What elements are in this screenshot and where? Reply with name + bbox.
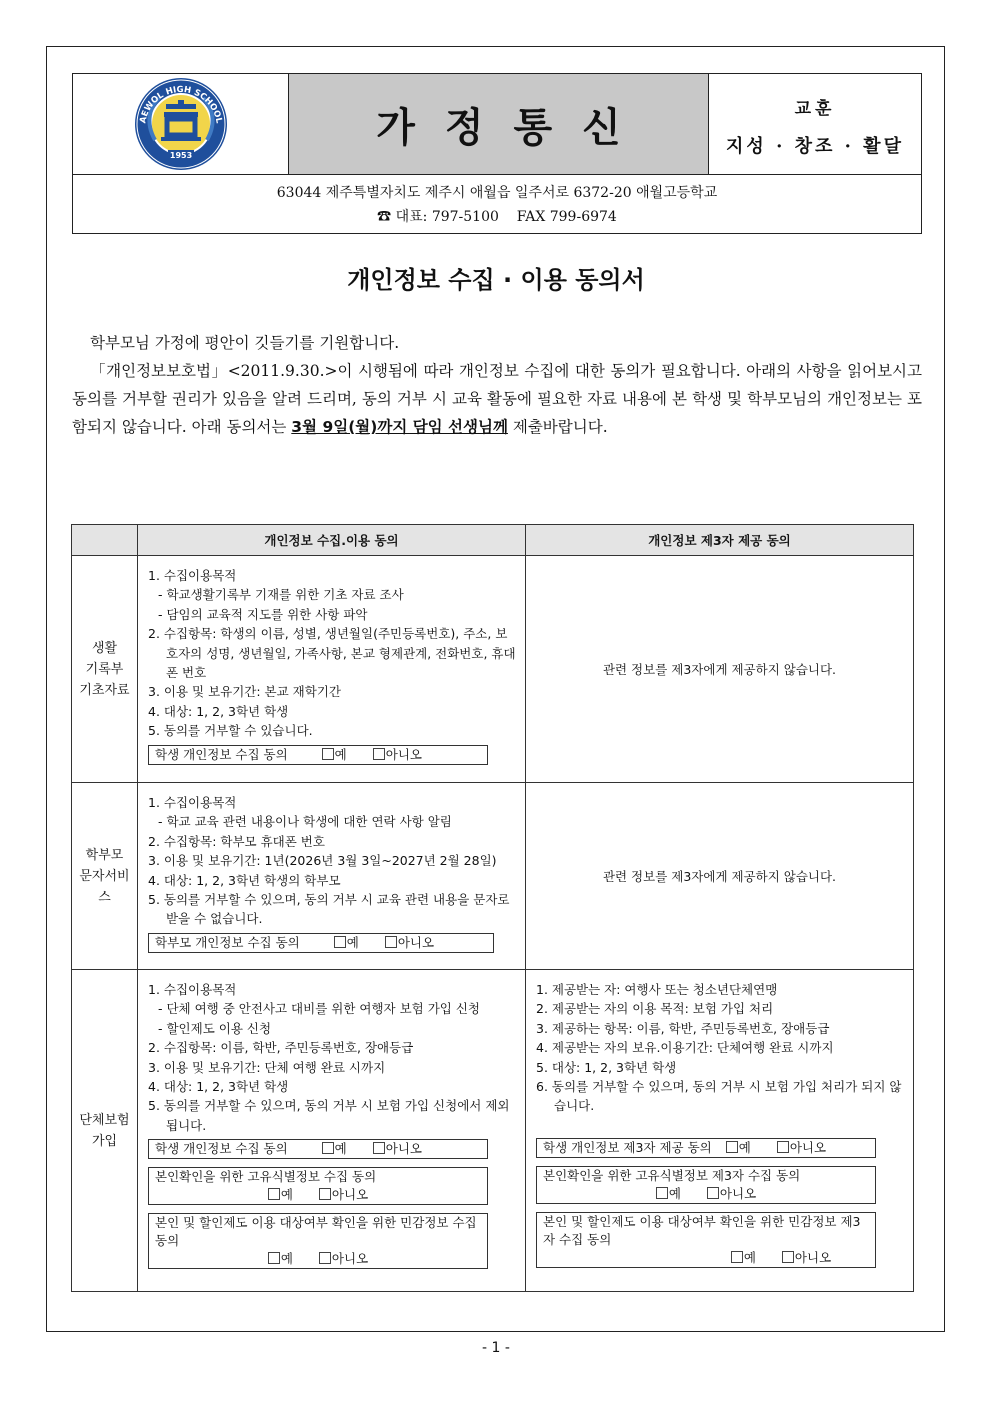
list-item: 5. 대상: 1, 2, 3학년 학생 — [536, 1059, 677, 1075]
table-row — [72, 556, 914, 783]
consent-box-unique-id — [148, 1167, 488, 1205]
category-label: 학부모 — [85, 847, 124, 863]
intro-body — [72, 357, 922, 441]
consent-label: 학생 개인정보 수집 동의 — [155, 1141, 288, 1157]
table-header-third-party: 개인정보 제3자 제공 동의 — [526, 525, 914, 556]
page-number: - 1 - — [482, 1340, 510, 1356]
consent-label: 학생 개인정보 제3자 제공 동의 — [543, 1139, 712, 1155]
intro-text — [72, 329, 922, 441]
no-checkbox[interactable] — [385, 936, 397, 948]
motto-heading: 교훈 — [794, 99, 836, 119]
consent-label: 본인확인을 위한 고유식별정보 제3자 수집 동의 — [543, 1167, 801, 1183]
third-party-cell — [526, 970, 914, 1292]
list-item: 1. 제공받는 자: 여행사 또는 청소년단체연맹 — [536, 982, 778, 997]
category-label: 문자서비스 — [79, 868, 130, 905]
consent-options — [155, 1250, 481, 1268]
fax-number: FAX 799-6974 — [516, 209, 617, 225]
list-item: - 담임의 교육적 지도를 위한 사항 파악 — [158, 606, 368, 622]
no-label: 아니오 — [385, 746, 422, 762]
list-item: 6. 동의를 거부할 수 있으며, 동의 거부 시 보험 가입 처리가 되지 않습니다. — [536, 1079, 902, 1114]
consent-box-unique-id — [536, 1166, 876, 1204]
third-party-cell: 관련 정보를 제3자에게 제공하지 않습니다. — [526, 556, 914, 783]
letter-header — [72, 73, 922, 234]
list-item: - 학교 교육 관련 내용이나 학생에 대한 연락 사항 알림 — [158, 814, 452, 830]
consent-box — [148, 745, 488, 765]
table-header-collect: 개인정보 수집.이용 동의 — [138, 525, 526, 556]
collect-cell — [138, 970, 526, 1292]
list-item: 5. 동의를 거부할 수 있으며, 동의 거부 시 교육 관련 내용을 문자로 받을 수 없습니다. — [148, 892, 510, 927]
no-label: 아니오 — [331, 1187, 369, 1203]
table-header-row — [72, 525, 914, 556]
consent-table — [71, 524, 914, 1292]
table-row — [72, 783, 914, 970]
consent-label: 학부모 개인정보 수집 동의 — [155, 934, 300, 950]
no-checkbox[interactable] — [319, 1252, 331, 1264]
category-label: 단체보험 — [79, 1112, 130, 1128]
list-item: - 할인제도 이용 신청 — [158, 1020, 272, 1036]
consent-label: 학생 개인정보 수집 동의 — [155, 746, 288, 762]
intro-greeting: 학부모님 가정에 평안이 깃들기를 기원합니다. — [90, 334, 400, 352]
table-row — [72, 970, 914, 1292]
school-address-block — [73, 175, 921, 229]
no-label: 아니오 — [719, 1185, 757, 1201]
category-label: 기초자료 — [79, 682, 130, 698]
list-item: 5. 동의를 거부할 수 있으며, 동의 거부 시 보험 가입 신청에서 제외됩니다. — [148, 1098, 510, 1133]
yes-label: 예 — [280, 1251, 293, 1267]
motto-cell — [709, 74, 921, 174]
list-item: 5. 동의를 거부할 수 있습니다. — [148, 723, 313, 739]
list-item: 3. 이용 및 보유기간: 단체 여행 완료 시까지 — [148, 1059, 386, 1075]
category-cell — [72, 783, 138, 970]
motto-text: 지성 · 창조 · 활달 — [726, 136, 904, 157]
list-item: 2. 수집항목: 학부모 휴대폰 번호 — [148, 833, 325, 849]
yes-label: 예 — [738, 1139, 751, 1155]
collect-cell — [138, 556, 526, 783]
phone-number: 대표: 797-5100 — [395, 209, 499, 225]
no-checkbox[interactable] — [777, 1141, 789, 1153]
yes-label: 예 — [346, 934, 359, 950]
category-cell — [72, 970, 138, 1292]
no-label: 아니오 — [397, 934, 435, 950]
svg-text:AEWOL HIGH SCHOOL: AEWOL HIGH SCHOOL — [138, 84, 224, 125]
category-cell — [72, 556, 138, 783]
collect-cell — [138, 783, 526, 970]
no-checkbox[interactable] — [373, 1142, 385, 1154]
no-checkbox[interactable] — [319, 1188, 331, 1200]
yes-checkbox[interactable] — [322, 748, 334, 760]
list-item: 2. 수집항목: 학생의 이름, 성별, 생년월일(주민등록번호), 주소, 보호자의 성명, 생년월일, 가족사항, 본교 형제관계, 전화번호, 휴대폰 번호 — [148, 626, 516, 681]
no-checkbox[interactable] — [707, 1187, 719, 1199]
yes-checkbox[interactable] — [731, 1251, 743, 1263]
yes-checkbox[interactable] — [268, 1252, 280, 1264]
consent-options — [155, 1186, 481, 1204]
list-item: 4. 대상: 1, 2, 3학년 학생 — [148, 703, 289, 719]
consent-options — [543, 1249, 869, 1267]
header-top-row — [73, 74, 921, 175]
no-checkbox[interactable] — [373, 748, 385, 760]
school-emblem-icon — [73, 74, 289, 174]
no-label: 아니오 — [385, 1141, 422, 1157]
contact-line — [73, 205, 921, 229]
consent-box-sensitive — [536, 1212, 876, 1268]
consent-box-sensitive — [148, 1213, 488, 1269]
no-label: 아니오 — [794, 1249, 832, 1265]
consent-box — [148, 933, 494, 953]
yes-checkbox[interactable] — [322, 1142, 334, 1154]
logo-cell — [73, 74, 289, 174]
no-label: 아니오 — [789, 1139, 827, 1155]
list-item: - 단체 여행 중 안전사고 대비를 위한 여행자 보험 가입 신청 — [158, 1001, 480, 1017]
list-item: 3. 이용 및 보유기간: 1년(2026년 3월 3일~2027년 2월 28일) — [148, 853, 497, 869]
submission-deadline: 3월 9일(월)까지 담임 선생님께 — [291, 418, 508, 436]
list-item: 4. 대상: 1, 2, 3학년 학생의 학부모 — [148, 872, 341, 888]
list-item: 4. 제공받는 자의 보유.이용기간: 단체여행 완료 시까지 — [536, 1040, 834, 1056]
list-item: 4. 대상: 1, 2, 3학년 학생 — [148, 1079, 289, 1095]
logo-year: 1953 — [169, 151, 193, 160]
yes-label: 예 — [280, 1187, 293, 1203]
yes-label: 예 — [334, 1141, 347, 1157]
newsletter-title: 가정통신 — [376, 103, 651, 151]
yes-label: 예 — [743, 1249, 756, 1265]
list-item: 1. 수집이용목적 — [148, 795, 237, 810]
consent-label: 본인 및 할인제도 이용 대상여부 확인을 위한 민감정보 제3자 수집 동의 — [543, 1213, 861, 1247]
consent-box — [536, 1138, 876, 1158]
phone-icon: ☎ — [377, 209, 392, 225]
yes-label: 예 — [668, 1185, 681, 1201]
yes-checkbox[interactable] — [268, 1188, 280, 1200]
no-label: 아니오 — [331, 1251, 369, 1267]
yes-checkbox[interactable] — [726, 1141, 738, 1153]
third-party-cell: 관련 정보를 제3자에게 제공하지 않습니다. — [526, 783, 914, 970]
list-item: 3. 제공하는 항목: 이름, 학반, 주민등록번호, 장애등급 — [536, 1020, 830, 1036]
list-item: 1. 수집이용목적 — [148, 568, 237, 583]
newsletter-title-cell — [289, 74, 709, 174]
consent-box — [148, 1139, 488, 1159]
intro-body-text: 「개인정보보호법」<2011.9.30.>이 시행됨에 따라 개인정보 수집에 대한 동의가 필요합니다. 아래의 사항을 읽어보시고 동의를 거부할 권리가 있음을 알려 드리며, 동의 거부 시 교육 활동에 필요한 자료 내용에 본 학생 및 학부모님의 개인정보는 포함되지 않습니다. 아래 동의서는 — [72, 362, 922, 436]
no-checkbox[interactable] — [782, 1251, 794, 1263]
category-label: 가입 — [91, 1133, 118, 1149]
consent-label: 본인 및 할인제도 이용 대상여부 확인을 위한 민감정보 수집 동의 — [155, 1215, 477, 1249]
consent-label: 본인확인을 위한 고유식별정보 수집 동의 — [155, 1169, 377, 1185]
table-header-blank — [72, 525, 138, 556]
yes-checkbox[interactable] — [334, 936, 346, 948]
list-item: 3. 이용 및 보유기간: 본교 재학기간 — [148, 684, 341, 700]
document-title: 개인정보 수집 · 이용 동의서 — [347, 266, 645, 294]
list-item: 2. 제공받는 자의 이용 목적: 보험 가입 처리 — [536, 1001, 774, 1017]
list-item: - 학교생활기록부 기재를 위한 기초 자료 조사 — [158, 587, 404, 603]
category-label: 생활 — [91, 640, 118, 656]
list-item: 2. 수집항목: 이름, 학반, 주민등록번호, 장애등급 — [148, 1040, 414, 1056]
intro-body-end: 제출바랍니다. — [507, 418, 608, 436]
list-item: 1. 수집이용목적 — [148, 982, 237, 997]
school-address: 63044 제주특별자치도 제주시 애월읍 일주서로 6372-20 애월고등학교 — [276, 185, 718, 201]
category-label: 기록부 — [85, 661, 124, 677]
yes-checkbox[interactable] — [656, 1187, 668, 1199]
yes-label: 예 — [334, 746, 347, 762]
consent-options — [543, 1185, 869, 1203]
